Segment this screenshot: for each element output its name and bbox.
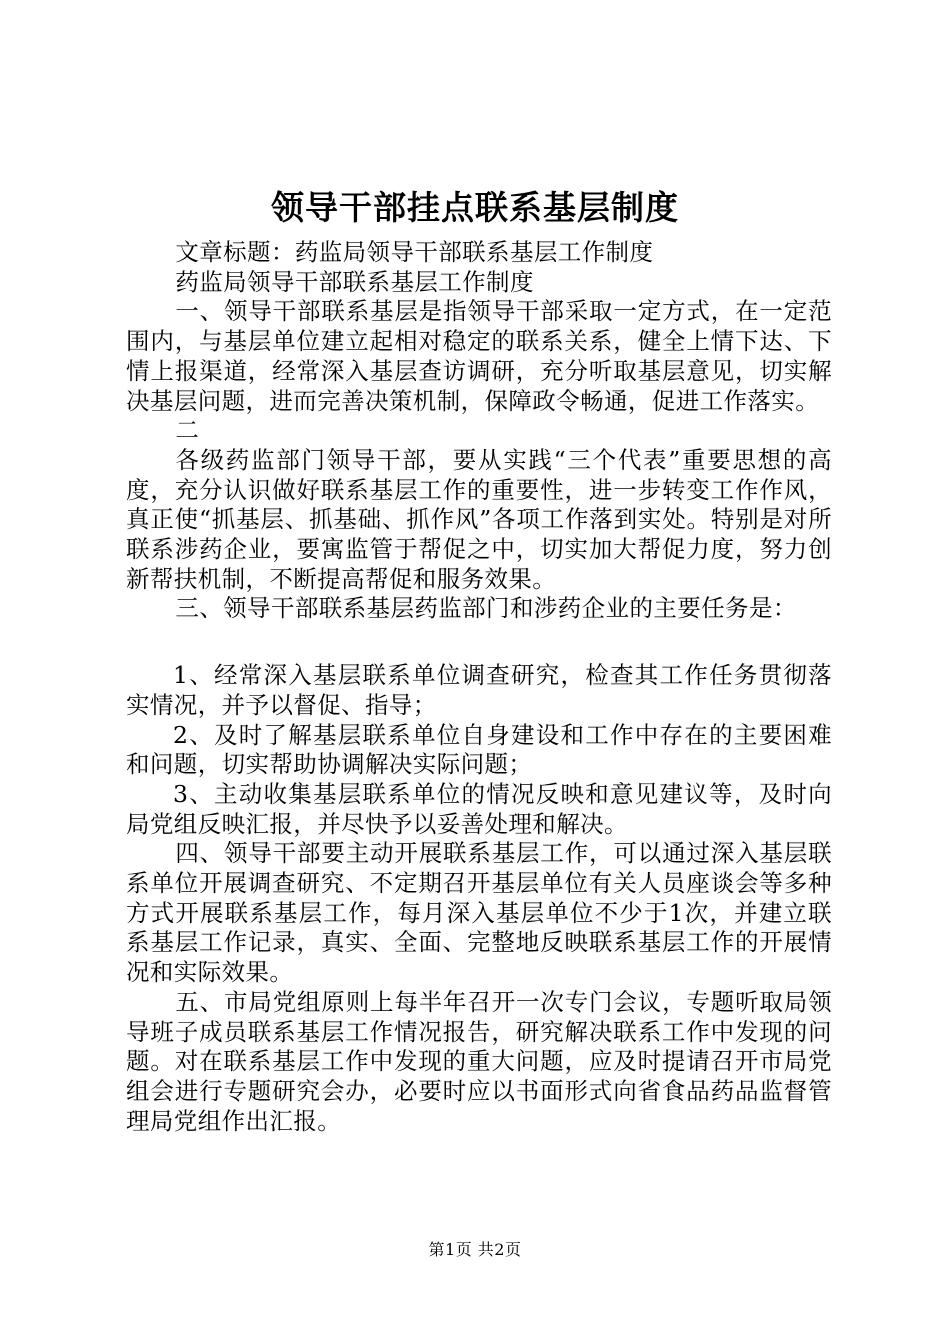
section-two-body: 各级药监部门领导干部，要从实践“三个代表”重要思想的高度，充分认识做好联系基层工作的重要性，进一步转变工作作风，真正使“抓基层、抓基础、抓作风”各项工作落到实处。特别是对所联系涉药企业，要寓监管于帮促之中，切实加大帮促力度，努力创新帮扶机制，不断提高帮促和服务效果。 [126, 445, 832, 593]
task-item-1: 1、经常深入基层联系单位调查研究，检查其工作任务贯彻落实情况，并予以督促、指导； [126, 661, 832, 719]
section-five: 五、市局党组原则上每半年召开一次专门会议，专题听取局领导班子成员联系基层工作情况报告，研究解决联系工作中发现的问题。对在联系基层工作中发现的重大问题，应及时提请召开市局党组会进行专题研究会办，必要时应以书面形式向省食品药品监督管理局党组作出汇报。 [126, 987, 832, 1135]
subtitle: 药监局领导干部联系基层工作制度 [175, 267, 534, 296]
task-item-2: 2、及时了解基层联系单位自身建设和工作中存在的主要困难和问题，切实帮助协调解决实际问题； [126, 720, 832, 779]
section-one: 一、领导干部联系基层是指领导干部采取一定方式，在一定范围内，与基层单位建立起相对稳定的联系关系，健全上情下达、下情上报渠道，经常深入基层查访调研，充分听取基层意见，切实解决基层问题，进而完善决策机制，保障政令畅通，促进工作落实。 [126, 297, 832, 415]
task-item-3: 3、主动收集基层联系单位的情况反映和意见建议等，及时向局党组反映汇报，并尽快予以妥善处理和解决。 [126, 779, 832, 838]
document-title: 领导干部挂点联系基层制度 [271, 188, 679, 227]
blank-line [126, 624, 832, 661]
article-heading: 文章标题：药监局领导干部联系基层工作制度 [175, 238, 654, 266]
section-four: 四、领导干部要主动开展联系基层工作，可以通过深入基层联系单位开展调查研究、不定期召开基层单位有关人员座谈会等多种方式开展联系基层工作，每月深入基层单位不少于1次，并建立联系基层工作记录，真实、全面、完整地反映联系基层工作的开展情况和实际效果。 [126, 839, 832, 987]
document-body [126, 238, 832, 1136]
page-number-footer: 第1页 共2页 [428, 1240, 522, 1259]
section-three-heading: 三、领导干部联系基层药监部门和涉药企业的主要任务是： [175, 594, 797, 623]
section-two-heading: 二 [175, 416, 200, 445]
